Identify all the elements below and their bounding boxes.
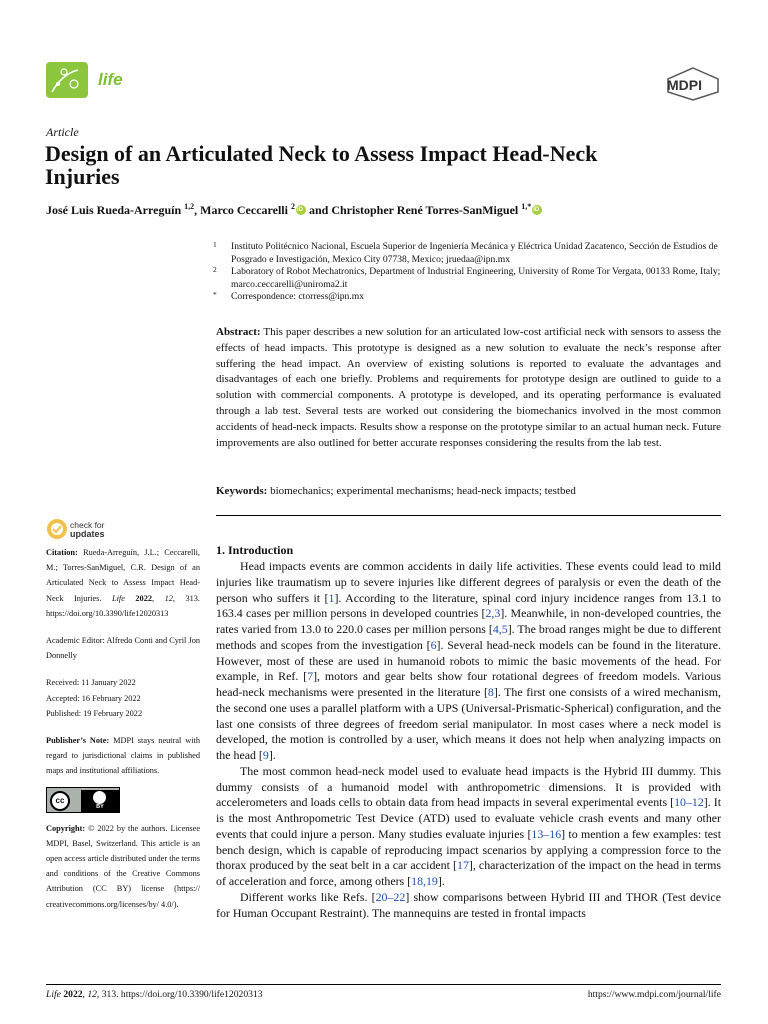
citation-link[interactable]: 7 <box>307 669 314 684</box>
affiliation-text: Correspondence: ctorress@ipn.mx <box>231 291 364 303</box>
affiliations <box>210 241 730 304</box>
citation-link[interactable]: 20–22 <box>375 889 406 904</box>
footer-doi[interactable]: , 313. https://doi.org/10.3390/life12020313 <box>96 989 263 1000</box>
affiliation-marker: 1 <box>213 240 217 249</box>
footer-citation: Life 2022, 12, 313. https://doi.org/10.3390/life12020313 <box>46 989 263 1000</box>
citation-link[interactable]: 10–12 <box>674 795 704 810</box>
paragraph: Head impacts events are common accidents in daily life activities. These events could lead to mild injuries like traumatism up to severe injuries like different degrees of paralysis or even the death of the person who suffers it [1]. According to the literature, spinal cord injury incidence ranges from 13.1 to 163.4 cases per million persons in developed countries [2,3]. Meanwhile, in non-developed countries, the rates varied from 13.0 to 220.0 cases per million persons [4,5]. The broad ranges might be due to different methods and scopes from the investigation [6]. Several head-neck models can be found in the literature. However, most of these are used in humanoid robots to mimic the basic movements of the head. For example, in Ref. [7], motors and gear belts show four rotational degrees of freedom models. Various head-neck mechanisms were presented in the literature [8]. The first one consists of a wired mechanism, the second one uses a parallel platform with a UPS (Universal-Prismatic-Spherical) configuration, and the last one consists of three degrees of freedom serial manipulator. In most cases where a neck model is developed, the motion is controlled by a user, which means it does not help when analyzing impacts on the head [9]. <box>216 559 722 762</box>
citation-journal: Life <box>111 593 125 603</box>
footer-journal: Life <box>46 989 61 1000</box>
academic-editor <box>46 633 200 663</box>
editor-names: Alfredo Conti and Cyril Jon Donnelly <box>46 636 200 661</box>
body-text <box>216 559 721 921</box>
note-label: Publisher’s Note: <box>46 736 110 746</box>
journal-name: life <box>98 70 123 89</box>
received-date: Received: 11 January 2022 <box>46 678 136 688</box>
citation-doi[interactable]: , 313. https://doi.org/10.3390/life12020313 <box>46 593 200 618</box>
keywords-text: biomechanics; experimental mechanisms; head-neck impacts; testbed <box>270 485 576 497</box>
footer-year: 2022 <box>63 989 83 1000</box>
affiliation-marker: * <box>213 290 217 300</box>
note-text: MDPI stays neutral with regard to jurisdictional claims in published maps and institutional affiliations. <box>46 736 201 776</box>
citation-link[interactable]: 2,3 <box>485 606 501 621</box>
author-affiliation-marker: 2 <box>290 202 295 211</box>
published-date: Published: 19 February 2022 <box>46 708 143 718</box>
abstract-label: Abstract: <box>216 326 261 338</box>
copyright <box>46 821 200 912</box>
cc-icon: cc <box>50 791 70 811</box>
citation-link[interactable]: 4,5 <box>492 622 508 636</box>
orcid-icon[interactable] <box>532 205 542 215</box>
citation-link[interactable]: 18,19 <box>411 874 438 888</box>
citation-label: Citation: <box>46 548 78 557</box>
citation-volume: 12 <box>164 593 173 603</box>
footer-url[interactable]: https://www.mdpi.com/journal/life <box>587 989 721 1000</box>
cc-by-license-icon[interactable] <box>46 787 120 813</box>
copyright-label: Copyright: <box>46 823 86 833</box>
abstract <box>216 325 721 451</box>
publisher-note <box>46 733 200 779</box>
by-icon: BY <box>81 790 119 812</box>
editor-label: Academic Editor: <box>46 636 105 646</box>
paragraph: Different works like Refs. [20–22] show comparisons between Hybrid III and THOR (Test device for Human Occupant Restraint). The mannequins are tested in frontal impacts <box>216 889 721 920</box>
footer-volume: 12 <box>87 989 97 1000</box>
affiliation-item <box>210 241 730 266</box>
citation-link[interactable]: 17 <box>457 858 469 873</box>
author-affiliation-marker: 1,2 <box>184 202 195 211</box>
check-updates-title[interactable]: updates <box>70 529 105 539</box>
section-divider <box>216 515 721 516</box>
citation: Citation: Rueda-Arreguín, J.L.; Ceccarelli, M.; Torres-SanMiguel, C.R. Design of an Articulated Neck to Assess Impact Head-Neck Injuries. Life 2022, 12, 313. https://doi.org/10.3390/life12020313 <box>46 548 200 618</box>
affiliation-item <box>210 291 730 304</box>
abstract-text: This paper describes a new solution for an articulated low-cost artificial neck with sensors to assess the effects of head impacts. This prototype is designed as a new solution to evaluate the neck’s response after suffering the head impact. An overview of existing solutions is reported to evaluate the advantages and disadvantages of each one briefly. Problems and requirements for prototype design are outlined to guide to a solution with commercial components. A prototype is developed, and its operating performance is evaluated through a lab test. Several tests are worked out considering the biomechanics involved in the most common accidents of head-neck impacts. Results show a response on the prototype similar to an actual human neck. Future improvements are also outlined for better accurate responses considering the results from the lab test. <box>216 326 721 449</box>
citation-link[interactable]: 8 <box>487 685 494 699</box>
author-name: José Luis Rueda-Arreguín <box>46 203 185 217</box>
keywords <box>216 484 721 499</box>
affiliation-marker: 2 <box>213 265 217 275</box>
section-heading: 1. Introduction <box>216 543 294 557</box>
copyright-text: © 2022 by the authors. Licensee MDPI, Basel, Switzerland. This article is an open access article distributed under the terms and conditions of the Creative Commons Attribution (CC BY) license (https:// creativecommons.org/licenses/by/ 4.0/). <box>46 823 200 909</box>
author-list: José Luis Rueda-Arreguín $^{1,2}$, Marco Ceccarelli $^2$iD and Christopher René Torres-SanMiguel $^{1,*}$iD <box>46 202 542 218</box>
check-updates-text[interactable]: check for <box>70 520 105 530</box>
accepted-date: Accepted: 16 February 2022 <box>46 693 141 703</box>
author-name: Christopher René Torres-SanMiguel <box>331 203 522 217</box>
affiliation-text: Instituto Politécnico Nacional, Escuela Superior de Ingeniería Mecánica y Eléctrica Unidad Zacatenco, Sección de Estudios de Posgrado e Investigación, Mexico City 07738, Mexico; jruedaa@ipn.mx <box>231 241 718 265</box>
author-affiliation-marker: 1,* <box>521 202 532 211</box>
citation-link[interactable]: 6 <box>430 637 437 652</box>
citation-link[interactable]: 9 <box>262 748 269 762</box>
citation-link[interactable]: 13–16 <box>531 826 562 841</box>
citation-link[interactable]: 1 <box>328 590 335 605</box>
article-type: Article <box>46 125 79 139</box>
affiliation-item <box>210 266 730 291</box>
footer-rule <box>46 984 721 985</box>
author-name: Marco Ceccarelli <box>200 203 291 217</box>
paragraph: The most common head-neck model used to evaluate head impacts is the Hybrid III dummy. This dummy consists of a humanoid model with anthropometric dimensions. It is provided with accelerometers and loads cells to obtain data from head impacts in several experimental events [10–12]. It is the most Anthropometric Test Device (ATD) used to evaluate vehicle crash events and many other events that could injure a person. Many studies evaluate injuries [13–16] to mention a few examples: test bench design, which is capable of reproducing impact scenarios by applying a compression force to the thorax produced by the seat belt in a car accident [17], characterization of the impact on the head in terms of acceleration and force, among others [18,19]. <box>216 763 721 888</box>
citation-year: 2022 <box>135 593 152 603</box>
keywords-label: Keywords: <box>216 485 268 497</box>
publisher-name: MDPI <box>667 77 702 93</box>
article-info-sidebar <box>46 545 200 912</box>
affiliation-text: Laboratory of Robot Mechatronics, Department of Industrial Engineering, University of Rome Tor Vergata, 00133 Rome, Italy; marco.ceccarelli@uniroma2.it <box>231 266 721 290</box>
check-for-updates-icon[interactable] <box>46 518 68 540</box>
journal-logo-icon <box>44 60 92 100</box>
paper-title: Design of an Articulated Neck to Assess Impact Head-Neck Injuries <box>45 141 598 189</box>
orcid-icon[interactable] <box>296 205 306 215</box>
citation-text: Rueda-Arreguín, J.L.; Ceccarelli, M.; Torres-SanMiguel, C.R. Design of an Articulated Neck to Assess Impact Head-Neck Injuries. <box>46 548 200 603</box>
